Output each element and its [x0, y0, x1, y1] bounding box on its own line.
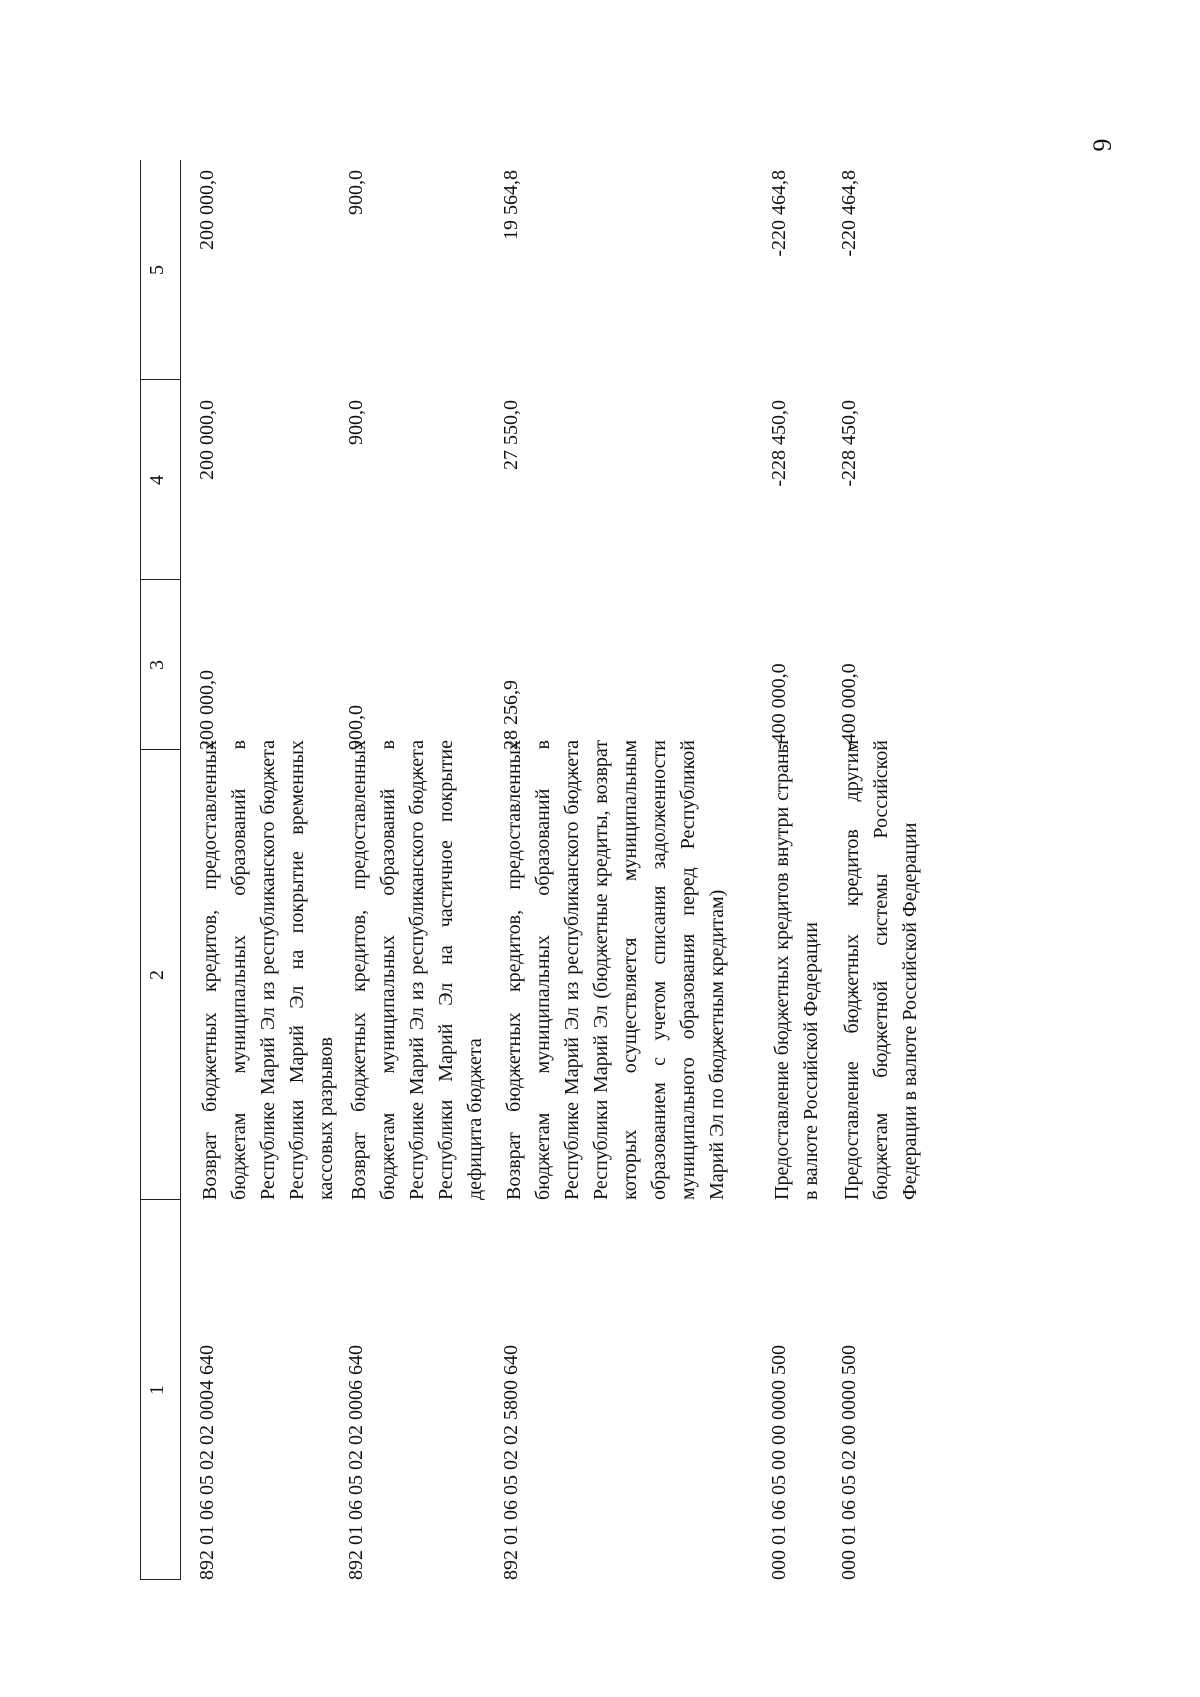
row-code: 892 01 06 05 02 02 0004 640	[196, 1345, 218, 1580]
row-col3-value: -400 000,0	[838, 663, 860, 750]
row-description: Возврат бюджетных кредитов, предоставленных бюджетам муниципальных образований в Республике Марий Эл из республиканского бюджета Республики Марий Эл на покрытие временных кассовых разрывов	[199, 740, 337, 1200]
budget-table	[140, 160, 1040, 1580]
row-col3-value: 900,0	[345, 705, 367, 750]
row-description: Предоставление бюджетных кредитов другим бюджетам бюджетной системы Российской Федерации в валюте Российской Федерации	[841, 740, 921, 1200]
row-col3-value: -400 000,0	[768, 663, 790, 750]
rotated-sheet	[140, 160, 1040, 1580]
row-col3-value: 28 256,9	[500, 680, 522, 750]
row-col3-value: 200 000,0	[196, 670, 218, 750]
row-description: Возврат бюджетных кредитов, предоставленных бюджетам муниципальных образований в Республике Марий Эл из республиканского бюджета Республики Марий Эл на частичное покрытие дефицита бюджета	[348, 740, 486, 1200]
row-code: 892 01 06 05 02 02 5800 640	[500, 1345, 522, 1580]
row-col5-value: 200 000,0	[196, 170, 218, 250]
row-code: 000 01 06 05 02 00 0000 500	[838, 1345, 860, 1580]
row-description: Предоставление бюджетных кредитов внутри страны в валюте Российской Федерации	[771, 740, 822, 1200]
row-col4-value: 27 550,0	[500, 400, 522, 470]
table-header-col-5: 5	[146, 265, 168, 275]
table-header-col-4: 4	[146, 475, 168, 485]
row-code: 000 01 06 05 00 00 0000 500	[768, 1345, 790, 1580]
page-number: 6	[1087, 138, 1117, 152]
row-col5-value: 19 564,8	[500, 170, 522, 240]
table-header-col-2: 2	[146, 970, 168, 980]
table-header-col-3: 3	[146, 660, 168, 670]
row-col5-value: 900,0	[345, 170, 367, 215]
row-col5-value: -220 464,8	[838, 170, 860, 257]
row-col4-value: -228 450,0	[768, 400, 790, 487]
row-col4-value: 200 000,0	[196, 400, 218, 480]
row-description: Возврат бюджетных кредитов, предоставленных бюджетам муниципальных образований в Республике Марий Эл из республиканского бюджета Республики Марий Эл (бюджетные кредиты, возврат которых осуществляется муниципальным образованием с учетом списания задолженности муниципального образования перед Республикой Марий Эл по бюджетным кредитам)	[503, 740, 728, 1200]
row-col4-value: 900,0	[345, 400, 367, 445]
row-col4-value: -228 450,0	[838, 400, 860, 487]
table-header-top-rule	[140, 160, 141, 1580]
table-header-col-1: 1	[146, 1385, 168, 1395]
table-header-bottom-rule	[180, 160, 181, 1580]
row-code: 892 01 06 05 02 02 0006 640	[345, 1345, 367, 1580]
row-col5-value: -220 464,8	[768, 170, 790, 257]
